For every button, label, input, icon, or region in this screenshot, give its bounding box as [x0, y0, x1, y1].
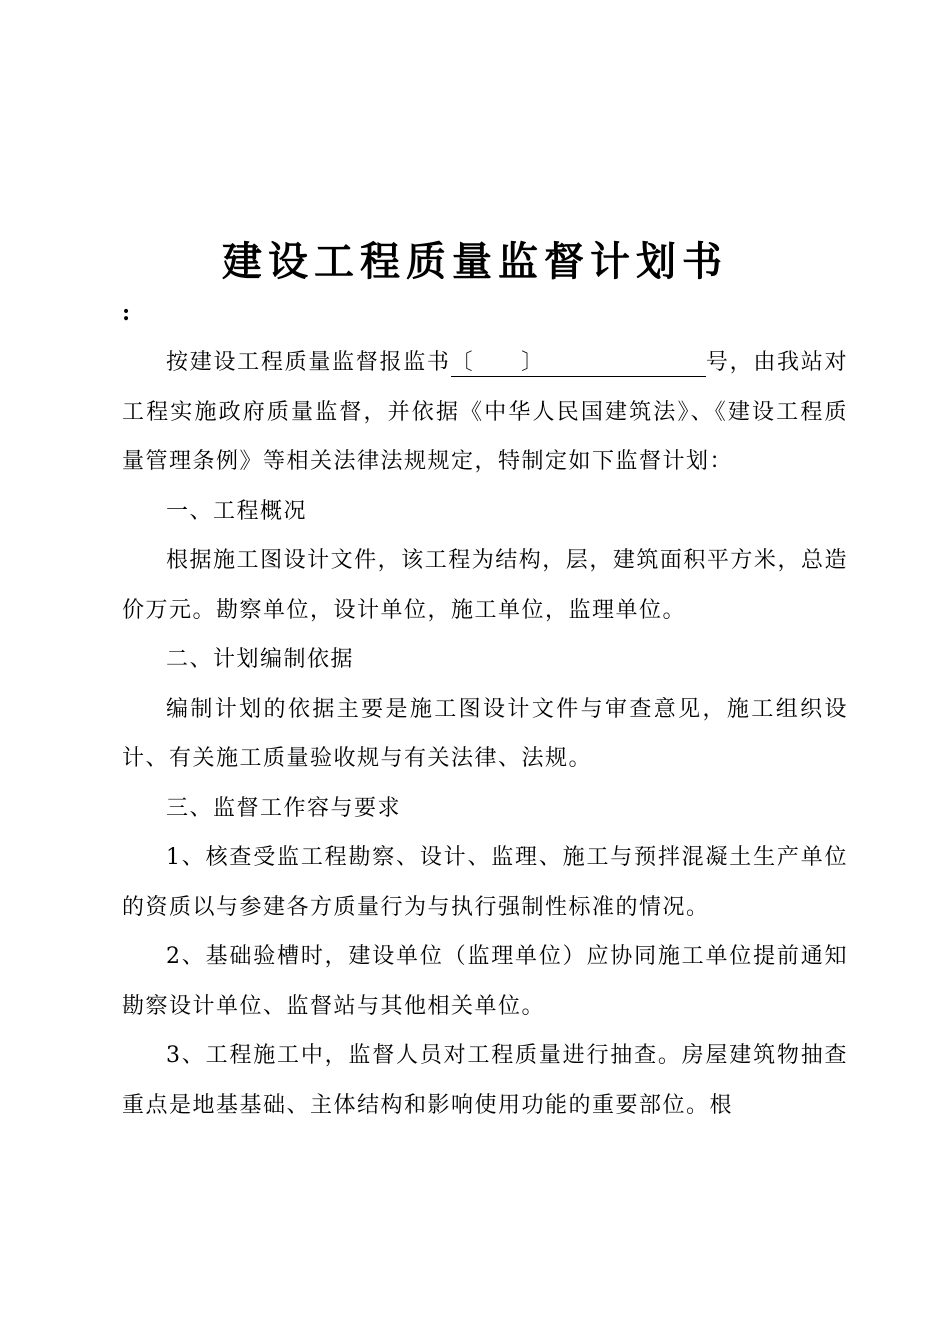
document-title: 建设工程质量监督计划书	[222, 238, 728, 285]
intro-before-blank: 按建设工程质量监督报监书	[166, 350, 451, 375]
paragraph-item-2: 2、基础验槽时，建设单位（监理单位）应协同施工单位提前通知勘察设计单位、监督站与其他相关单位。	[122, 944, 848, 1019]
paragraph-basis: 编制计划的依据主要是施工图设计文件与审查意见，施工组织设计、有关施工质量验收规与有关法律、法规。	[122, 696, 848, 771]
intro-paragraph	[122, 338, 848, 487]
addressee-line: :	[122, 300, 131, 326]
section-heading-basis: 二、计划编制依据	[166, 647, 355, 672]
report-number-bracket: 〔 〕	[450, 350, 545, 375]
paragraph-item-3: 3、工程施工中，监督人员对工程质量进行抽查。房屋建筑物抽查重点是地基基础、主体结构和影响使用功能的重要部位。根	[122, 1043, 848, 1118]
intro-after-blank: 号，由我站对工程实施政府质量监督，并依据《中华人民国建筑法》、《建设工程质量管理条例》等相关法律法规规定，特制定如下监督计划：	[122, 350, 848, 474]
section-heading-requirements: 三、监督工作容与要求	[166, 795, 402, 821]
paragraph-overview: 根据施工图设计文件，该工程为结构，层，建筑面积平方米，总造价万元。勘察单位，设计单位，施工单位，监理单位。	[122, 548, 848, 623]
section-heading-overview: 一、工程概况	[166, 498, 308, 524]
report-number-blank	[451, 350, 706, 377]
document-body	[122, 338, 848, 1130]
paragraph-item-1: 1、核查受监工程勘察、设计、监理、施工与预拌混凝土生产单位的资质以与参建各方质量行为与执行强制性标准的情况。	[122, 845, 848, 920]
